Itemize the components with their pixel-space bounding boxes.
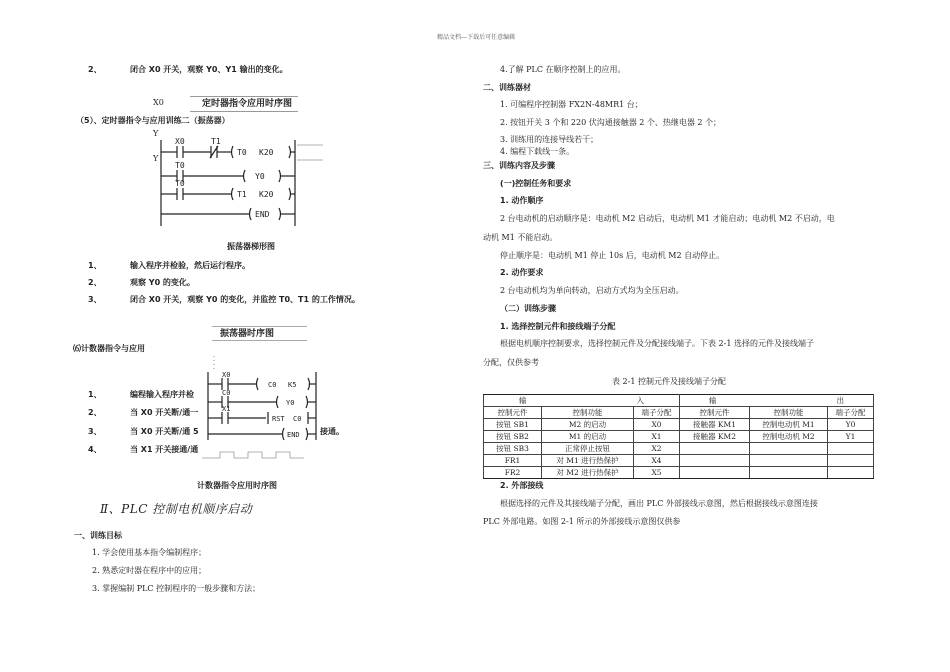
part-2-title: Ⅱ、PLC 控制电机顺序启动	[100, 502, 253, 516]
table-cell: X0	[634, 419, 680, 431]
table-cell: X5	[634, 467, 680, 479]
table-cell	[680, 443, 750, 455]
counter-step-num-4: 4、	[88, 445, 102, 454]
equipment-3: 3. 训练用的连接导线若干；	[500, 135, 599, 144]
contact-t1: T1	[211, 137, 221, 146]
column-header: 控制元件	[680, 407, 750, 419]
select-heading: 1. 选择控制元件和接线端子分配	[500, 322, 616, 331]
step-text: 闭合 X0 开关，观察 Y0、Y1 输出的变化。	[130, 65, 288, 74]
select-text-2: 分配，仅供参考	[483, 358, 539, 367]
osc-step-text-2: 观察 Y0 的变化。	[130, 278, 195, 287]
goal-2: 2. 熟悉定时器在程序中的应用；	[92, 566, 207, 575]
coil-k20: K20	[259, 148, 274, 157]
table-cell: Y1	[828, 431, 874, 443]
table-cell: X2	[634, 443, 680, 455]
coil-k20-b: K20	[259, 190, 274, 199]
timer-timing-title: 定时器指令应用时序图	[202, 99, 293, 109]
counter-step-text-3: 当 X0 开关断/通 5	[130, 427, 199, 436]
counter-step-text-1: 编程输入程序并检	[130, 390, 194, 399]
content-heading: 三、训练内容及步骤	[483, 161, 555, 170]
stop-order: 停止顺序是：电动机 M1 停止 10s 后，电动机 M2 自动停止。	[500, 251, 725, 260]
table-row	[484, 455, 874, 467]
start-order-line-2: 动机 M1 不能启动。	[483, 233, 558, 242]
action-req-text: 2 台电动机均为单向转动，启动方式均为全压启动。	[500, 286, 684, 295]
table-row	[484, 443, 874, 455]
output-group-header	[680, 395, 874, 407]
osc-timing-title: 振荡器时序图	[220, 329, 275, 339]
table-caption: 表 2-1 控制元件及接线端子分配	[612, 377, 726, 386]
table-cell	[750, 455, 828, 467]
table-cell	[828, 467, 874, 479]
contact-t0: T0	[175, 161, 185, 170]
counter-step-3-tail: 接通。	[320, 427, 344, 436]
counter-timing-title: 计数器指令应用时序图	[197, 481, 277, 490]
input-group-char-2: 入	[636, 396, 644, 405]
counter-step-text-4: 当 X1 开关接通/通	[130, 445, 199, 454]
column-header: 控制元件	[484, 407, 542, 419]
table-cell: X4	[634, 455, 680, 467]
table-cell	[750, 467, 828, 479]
y-label-2: Y	[153, 154, 159, 163]
table-cell: 接触器 KM1	[680, 419, 750, 431]
counter-step-num-2: 2、	[88, 408, 102, 417]
coil-k5: K5	[288, 381, 297, 389]
coil-y0: Y0	[286, 399, 295, 407]
table-cell	[680, 455, 750, 467]
table-cell	[828, 455, 874, 467]
table-cell: 正常停止按钮	[542, 443, 634, 455]
table-cell	[750, 443, 828, 455]
rst-instruction: RST	[272, 415, 285, 423]
goal-3: 3. 掌握编制 PLC 控制程序的一般步骤和方法；	[92, 584, 261, 593]
table-cell: 对 M2 进行热保护	[542, 467, 634, 479]
io-assignment-table	[483, 394, 874, 479]
equipment-heading: 二、训练器材	[483, 83, 531, 92]
ladder-caption: 振荡器梯形图	[227, 242, 275, 251]
page-header: 精品文档---下载后可任意编辑	[437, 34, 516, 41]
column-header: 端子分配	[634, 407, 680, 419]
table-cell: FR1	[484, 455, 542, 467]
contact-t0-b: T0	[175, 179, 185, 188]
output-group-char-2: 出	[836, 396, 845, 405]
table-cell: FR2	[484, 467, 542, 479]
task-heading: (一)控制任务和要求	[500, 179, 572, 188]
contact-x0: X0	[222, 371, 231, 379]
contact-x1: X1	[222, 405, 231, 413]
table-cell: 对 M1 进行热保护	[542, 455, 634, 467]
equipment-1: 1. 可编程序控制器 FX2N-48MR1 台；	[500, 100, 643, 109]
table-cell: 按钮 SB3	[484, 443, 542, 455]
goals-heading: 一、训练目标	[74, 531, 122, 540]
select-text-1: 根据电机顺序控制要求，选择控制元件及分配接线端子。下表 2-1 选择的元件及接线端子	[500, 339, 814, 348]
table-cell: 接触器 KM2	[680, 431, 750, 443]
table-cell: Y0	[828, 419, 874, 431]
coil-y0: Y0	[255, 172, 265, 181]
table-row	[484, 419, 874, 431]
table-cell	[828, 443, 874, 455]
input-group-header	[484, 395, 680, 407]
contact-c0: C0	[222, 389, 231, 397]
oscillator-ladder-diagram	[155, 136, 325, 228]
coil-t1: T1	[237, 190, 247, 199]
goal-1: 1. 学会使用基本指令编制程序；	[92, 548, 207, 557]
osc-step-num-2: 2、	[88, 278, 102, 287]
coil-c0: C0	[268, 381, 277, 389]
equipment-2: 2. 按钮开关 3 个和 220 伏沟通接触器 2 个、热继电器 2 个；	[500, 118, 722, 127]
table-cell: M2 的启动	[542, 419, 634, 431]
column-header: 控制功能	[542, 407, 634, 419]
table-row	[484, 431, 874, 443]
input-group-char-1: 输	[519, 396, 527, 405]
start-order-line-1: 2 台电动机的启动顺序是：电动机 M2 启动后，电动机 M1 才能启动；电动机 M2 不启动，电	[500, 214, 835, 223]
action-req-heading: 2. 动作要求	[500, 268, 544, 277]
rst-target-c0: C0	[293, 415, 302, 423]
osc-step-num-1: 1、	[88, 261, 102, 270]
table-cell: 按钮 SB2	[484, 431, 542, 443]
column-header: 控制功能	[750, 407, 828, 419]
table-row	[484, 467, 874, 479]
x0-label: X0	[153, 98, 164, 107]
osc-step-text-1: 输入程序并检验，然后运行程序。	[130, 261, 250, 270]
counter-ladder-diagram	[200, 350, 325, 465]
equipment-4: 4. 编程下载线一条。	[500, 147, 575, 156]
table-group-row	[484, 395, 874, 407]
table-cell	[680, 467, 750, 479]
goal-4: 4.了解 PLC 在顺序控制上的应用。	[500, 65, 626, 74]
osc-step-num-3: 3、	[88, 295, 102, 304]
table-cell: X1	[634, 431, 680, 443]
external-wiring-text-2: PLC 外部电路。如图 2-1 所示的外部接线示意图仅供参	[483, 517, 681, 526]
action-order-heading: 1. 动作顺序	[500, 196, 544, 205]
section-6-heading: ⑹计数器指令与应用	[73, 344, 145, 353]
coil-t0: T0	[237, 148, 247, 157]
external-wiring-heading: 2. 外部接线	[500, 481, 544, 490]
table-cell: 按钮 SB1	[484, 419, 542, 431]
osc-step-text-3: 闭合 X0 开关，观察 Y0 的变化，并监控 T0、T1 的工作情况。	[130, 295, 360, 304]
external-wiring-text-1: 根据选择的元件及其接线端子分配，画出 PLC 外部接线示意图，然后根据接线示意图连接	[500, 499, 818, 508]
step-number: 2、	[88, 65, 102, 74]
contact-x0: X0	[175, 137, 185, 146]
y-label-1: Y	[153, 129, 159, 138]
counter-step-num-3: 3、	[88, 427, 102, 436]
table-cell: M1 的启动	[542, 431, 634, 443]
counter-step-text-2: 当 X0 开关断/通一	[130, 408, 199, 417]
end-instruction: END	[287, 431, 300, 439]
table-cell: 控制电动机 M2	[750, 431, 828, 443]
table-header-row	[484, 407, 874, 419]
end-instruction: END	[255, 210, 270, 219]
counter-step-num-1: 1、	[88, 390, 102, 399]
output-group-char-1: 输	[709, 396, 717, 405]
section-5-heading: （5）、定时器指令与应用训练二（振荡器）	[76, 116, 230, 125]
train-steps-heading: （二）训练步骤	[500, 304, 556, 313]
table-cell: 控制电动机 M1	[750, 419, 828, 431]
column-header: 端子分配	[828, 407, 874, 419]
